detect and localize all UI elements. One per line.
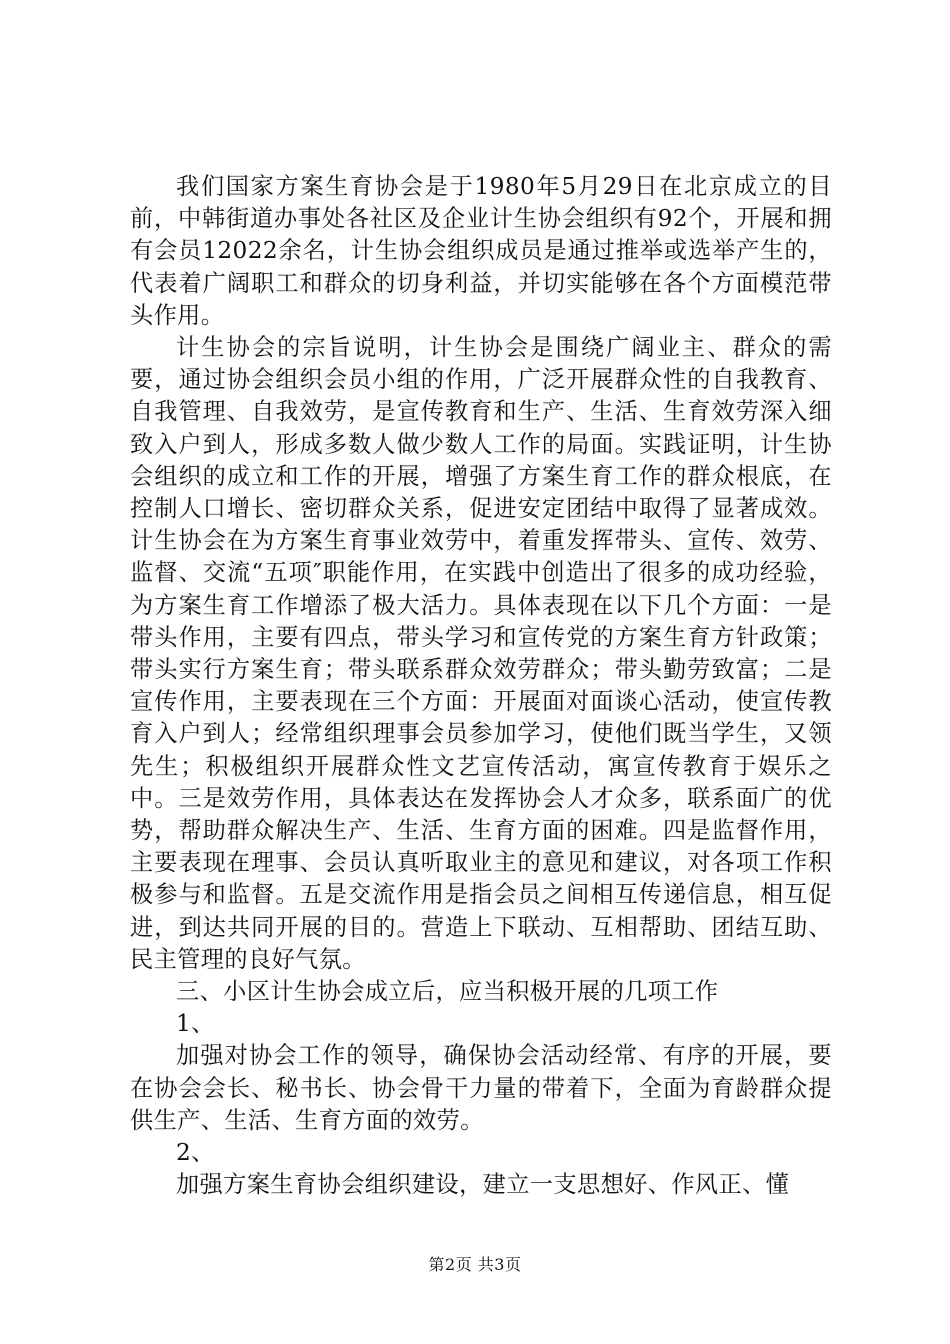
list-number-1: 1、 <box>176 1010 215 1038</box>
section-heading: 三、小区计生协会成立后，应当积极开展的几项工作 <box>176 978 719 1006</box>
list-number-2: 2、 <box>176 1139 215 1167</box>
document-body <box>130 171 832 1202</box>
paragraph-intro: 我们国家方案生育协会是于1980年5月29日在北京成立的目前，中韩街道办事处各社区及企业计生协会组织有92个，开展和拥有会员12022余名，计生协会组织成员是通过推举或选举产生的，代表着广阔职工和群众的切身利益，并切实能够在各个方面模范带头作用。 <box>130 173 832 329</box>
paragraph-purpose: 计生协会的宗旨说明，计生协会是围绕广阔业主、群众的需要，通过协会组织会员小组的作用，广泛开展群众性的自我教育、自我管理、自我效劳，是宣传教育和生产、生活、生育效劳深入细致入户到人，形成多数人做少数人工作的局面。实践证明，计生协会组织的成立和工作的开展，增强了方案生育工作的群众根底，在控制人口增长、密切群众关系，促进安定团结中取得了显著成效。计生协会在为方案生育事业效劳中，着重发挥带头、宣传、效劳、监督、交流“五项″职能作用，在实践中创造出了很多的成功经验，为方案生育工作增添了极大活力。具体表现在以下几个方面：一是带头作用，主要有四点，带头学习和宣传党的方案生育方针政策；带头实行方案生育；带头联系群众效劳群众；带头勤劳致富；二是宣传作用，主要表现在三个方面：开展面对面谈心活动，使宣传教育入户到人；经常组织理事会员参加学习，使他们既当学生，又领先生；积极组织开展群众性文艺宣传活动，寓宣传教育于娱乐之中。三是效劳作用，具体表达在发挥协会人才众多，联系面广的优势，帮助群众解决生产、生活、生育方面的困难。四是监督作用，主要表现在理事、会员认真听取业主的意见和建议，对各项工作积极参与和监督。五是交流作用是指会员之间相互传递信息，相互促进，到达共同开展的目的。营造上下联动、互相帮助、团结互助、民主管理的良好气氛。 <box>130 334 832 973</box>
list-item-1: 加强对协会工作的领导，确保协会活动经常、有序的开展，要在协会会长、秘书长、协会骨干力量的带着下，全面为育龄群众提供生产、生活、生育方面的效劳。 <box>130 1042 832 1134</box>
list-item-2: 加强方案生育协会组织建设，建立一支思想好、作风正、懂 <box>176 1171 790 1199</box>
page-number-footer: 第2页 共3页 <box>428 1255 522 1274</box>
